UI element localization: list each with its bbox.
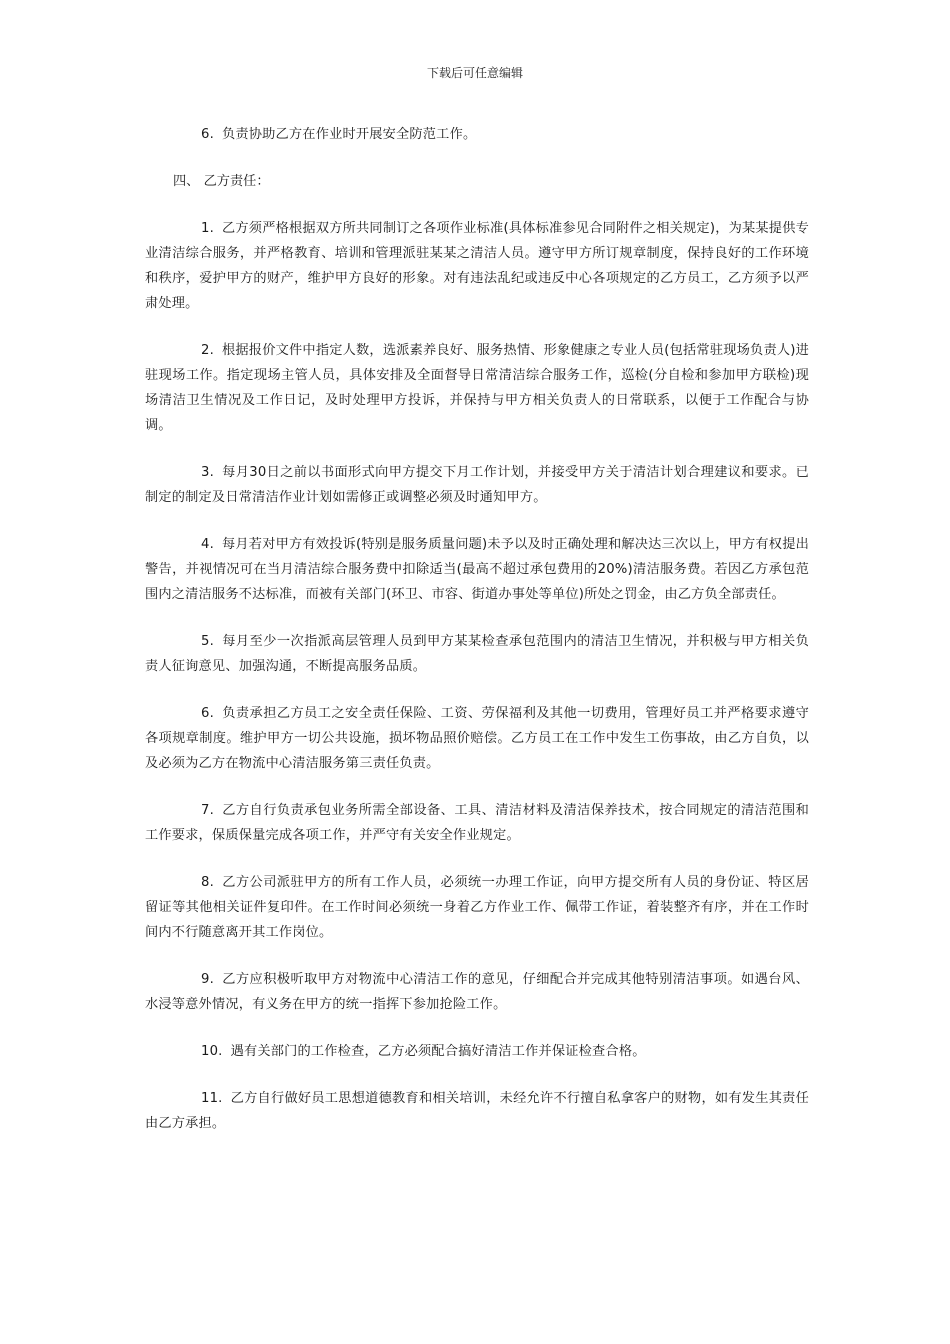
item-number: 8.	[201, 875, 214, 890]
list-item	[145, 967, 809, 1017]
item-number: 7.	[201, 803, 214, 818]
item-text: 乙方自行做好员工思想道德教育和相关培训，未经允许不行擅自私拿客户的财物，如有发生其责任由乙方承担。	[145, 1091, 809, 1131]
section-title: 四、 乙方责任：	[173, 174, 270, 189]
item-text: 负责承担乙方员工之安全责任保险、工资、劳保福利及其他一切费用，管理好员工并严格要求遵守各项规章制度。维护甲方一切公共设施，损坏物品照价赔偿。乙方员工在工作中发生工伤事故，由乙方自负，以及必须为乙方在物流中心清洁服务第三责任负责。	[145, 706, 809, 771]
item-text: 每月30日之前以书面形式向甲方提交下月工作计划，并接受甲方关于清洁计划合理建议和要求。已制定的制定及日常清洁作业计划如需修正或调整必须及时通知甲方。	[145, 465, 809, 505]
item-text: 乙方应积极听取甲方对物流中心清洁工作的意见，仔细配合并完成其他特别清洁事项。如遇台风、水浸等意外情况，有义务在甲方的统一指挥下参加抢险工作。	[145, 972, 809, 1012]
item-number: 9.	[201, 972, 214, 987]
item-number: 5.	[201, 634, 214, 649]
item-text: 乙方须严格根据双方所共同制订之各项作业标准(具体标准参见合同附件之相关规定)，为某某提供专业清洁综合服务，并严格教育、培训和管理派驻某某之清洁人员。遵守甲方所订规章制度，保持良好的工作环境和秩序，爱护甲方的财产，维护甲方良好的形象。对有违法乱纪或违反中心各项规定的乙方员工，乙方须予以严肃处理。	[145, 221, 809, 311]
list-item	[145, 460, 809, 510]
item-number: 10.	[201, 1044, 223, 1059]
intro-item	[145, 122, 809, 147]
item-text: 遇有关部门的工作检查，乙方必须配合搞好清洁工作并保证检查合格。	[230, 1044, 646, 1059]
item-number: 3.	[201, 465, 214, 480]
list-item	[145, 532, 809, 607]
item-number: 11.	[201, 1091, 223, 1106]
item-number: 4.	[201, 537, 214, 552]
list-item	[145, 629, 809, 679]
document-body	[145, 122, 809, 1158]
list-item	[145, 798, 809, 848]
item-text: 乙方公司派驻甲方的所有工作人员，必须统一办理工作证，向甲方提交所有人员的身份证、特区居留证等其他相关证件复印件。在工作时间必须统一身着乙方作业工作、佩带工作证，着装整齐有序，并在工作时间内不行随意离开其工作岗位。	[145, 875, 809, 940]
item-text: 每月若对甲方有效投诉(特别是服务质量问题)未予以及时正确处理和解决达三次以上，甲方有权提出警告，并视情况可在当月清洁综合服务费中扣除适当(最高不超过承包费用的20%)清洁服务费。若因乙方承包范围内之清洁服务不达标准，而被有关部门(环卫、市容、街道办事处等单位)所处之罚金，由乙方负全部责任。	[145, 537, 809, 602]
item-number: 2.	[201, 343, 214, 358]
list-item	[145, 870, 809, 945]
page-header: 下载后可任意编辑	[426, 66, 523, 80]
item-number: 6.	[201, 127, 214, 142]
item-text: 负责协助乙方在作业时开展安全防范工作。	[221, 127, 477, 142]
item-number: 6.	[201, 706, 214, 721]
list-item	[145, 216, 809, 316]
item-text: 乙方自行负责承包业务所需全部设备、工具、清洁材料及清洁保养技术，按合同规定的清洁范围和工作要求，保质保量完成各项工作，并严守有关安全作业规定。	[145, 803, 809, 843]
item-number: 1.	[201, 221, 214, 236]
item-text: 每月至少一次指派高层管理人员到甲方某某检查承包范围内的清洁卫生情况，并积极与甲方相关负责人征询意见、加强沟通，不断提高服务品质。	[145, 634, 809, 674]
list-item	[145, 1039, 809, 1064]
list-item	[145, 701, 809, 776]
item-text: 根据报价文件中指定人数，选派素养良好、服务热情、形象健康之专业人员(包括常驻现场负责人)进驻现场工作。指定现场主管人员，具体安排及全面督导日常清洁综合服务工作，巡检(分自检和参加甲方联检)现场清洁卫生情况及工作日记，及时处理甲方投诉，并保持与甲方相关负责人的日常联系，以便于工作配合与协调。	[145, 343, 809, 433]
list-item	[145, 338, 809, 438]
list-item	[145, 1086, 809, 1136]
